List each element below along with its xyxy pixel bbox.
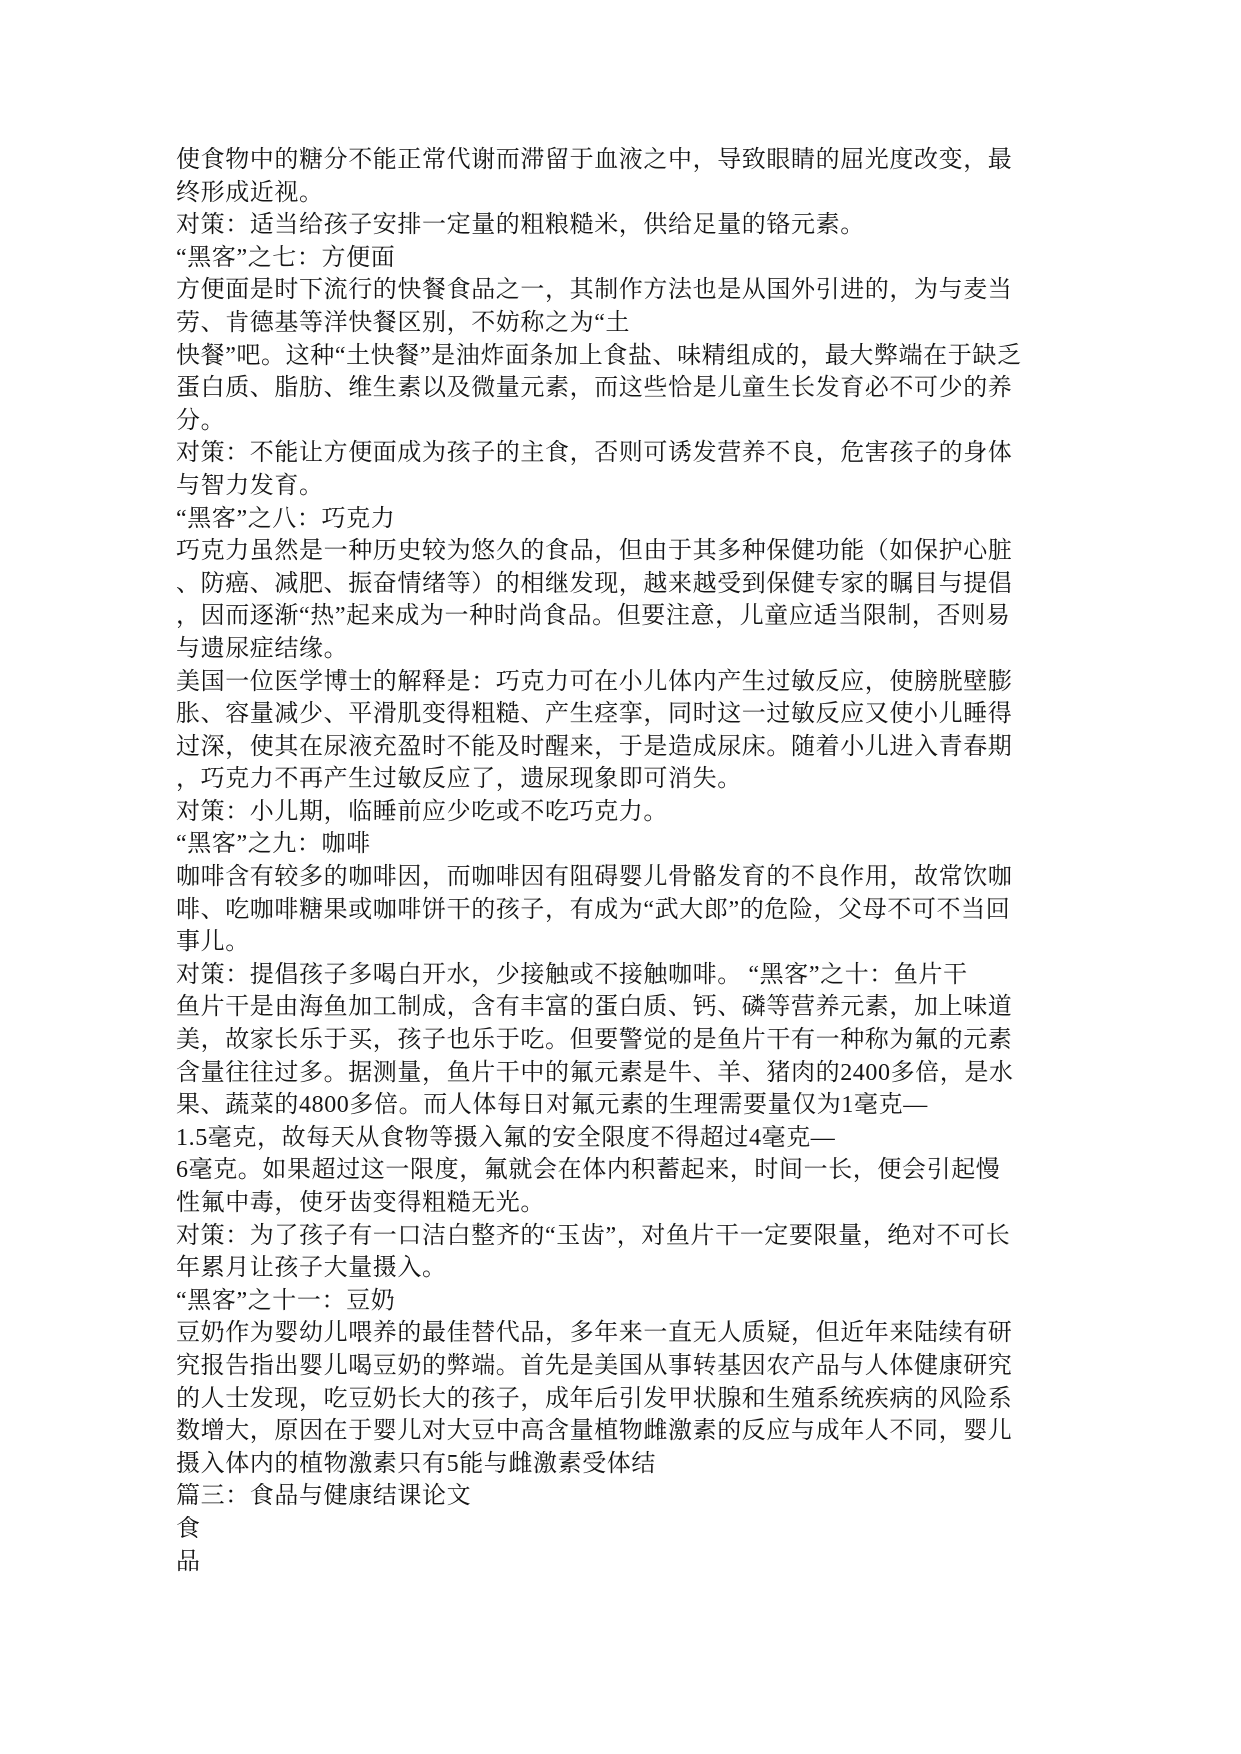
text-line: 美，故家长乐于买，孩子也乐于吃。但要警觉的是鱼片干有一种称为氟的元素 xyxy=(176,1027,1013,1054)
text-line: 果、蔬菜的4800多倍。而人体每日对氟元素的生理需要量仅为1毫克— xyxy=(176,1092,928,1119)
text-line: “黑客”之九：咖啡 xyxy=(176,831,371,858)
text-line: 究报告指出婴儿喝豆奶的弊端。首先是美国从事转基因农产品与人体健康研究 xyxy=(176,1352,1013,1379)
text-line: 与遗尿症结缘。 xyxy=(176,635,349,662)
text-line: 终形成近视。 xyxy=(176,179,324,206)
text-line: 方便面是时下流行的快餐食品之一，其制作方法也是从国外引进的，为与麦当 xyxy=(176,277,1013,304)
text-line: ，因而逐渐“热”起来成为一种时尚食品。但要注意，儿童应适当限制，否则易 xyxy=(176,603,1011,630)
document-text-block xyxy=(176,144,1076,1578)
text-line: 的人士发现，吃豆奶长大的孩子，成年后引发甲状腺和生殖系统疾病的风险系 xyxy=(176,1385,1013,1412)
text-line: 与智力发育。 xyxy=(176,472,324,499)
text-line: 对策：适当给孩子安排一定量的粗粮糙米，供给足量的铬元素。 xyxy=(176,212,865,239)
text-line: 摄入体内的植物激素只有5能与雌激素受体结 xyxy=(176,1450,656,1477)
text-line: 对策：小儿期，临睡前应少吃或不吃巧克力。 xyxy=(176,798,668,825)
text-line: 含量往往过多。据测量，鱼片干中的氟元素是牛、羊、猪肉的2400多倍，是水 xyxy=(176,1059,1014,1086)
text-line: 1.5毫克，故每天从食物等摄入氟的安全限度不得超过4毫克— xyxy=(176,1124,836,1151)
text-line: 事儿。 xyxy=(176,929,250,956)
text-line: 咖啡含有较多的咖啡因，而咖啡因有阻碍婴儿骨骼发育的不良作用，故常饮咖 xyxy=(176,864,1013,891)
text-line: 性氟中毒，使牙齿变得粗糙无光。 xyxy=(176,1190,545,1216)
text-line: 快餐”吧。这种“土快餐”是油炸面条加上食盐、味精组成的，最大弊端在于缺乏 xyxy=(176,342,1022,369)
text-line: 、防癌、减肥、振奋情绪等）的相继发现，越来越受到保健专家的瞩目与提倡 xyxy=(176,570,1013,597)
text-line: 6毫克。如果超过这一限度，氟就会在体内积蓄起来，时间一长，便会引起慢 xyxy=(176,1157,1001,1184)
text-line: “黑客”之八：巧克力 xyxy=(176,505,396,532)
text-line: 食 xyxy=(176,1515,201,1542)
text-line: 对策：提倡孩子多喝白开水，少接触或不接触咖啡。 “黑客”之十：鱼片干 xyxy=(176,961,968,988)
text-line: 年累月让孩子大量摄入。 xyxy=(176,1255,447,1282)
text-line: 鱼片干是由海鱼加工制成，含有丰富的蛋白质、钙、磷等营养元素，加上味道 xyxy=(176,994,1013,1021)
text-line: 品 xyxy=(176,1548,201,1575)
text-line: 过深，使其在尿液充盈时不能及时醒来，于是造成尿床。随着小儿进入青春期 xyxy=(176,733,1013,760)
text-line: “黑客”之七：方便面 xyxy=(176,244,396,271)
text-line: 对策：不能让方便面成为孩子的主食，否则可诱发营养不良，危害孩子的身体 xyxy=(176,440,1013,467)
text-line: 胀、容量减少、平滑肌变得粗糙、产生痉挛，同时这一过敏反应又使小儿睡得 xyxy=(176,701,1013,728)
text-line: 篇三：食品与健康结课论文 xyxy=(176,1483,472,1510)
text-line: 蛋白质、脂肪、维生素以及微量元素，而这些恰是儿童生长发育必不可少的养 xyxy=(176,375,1013,402)
text-line: 对策：为了孩子有一口洁白整齐的“玉齿”，对鱼片干一定要限量，绝对不可长 xyxy=(176,1222,1011,1249)
text-line: “黑客”之十一：豆奶 xyxy=(176,1287,396,1314)
text-line: 美国一位医学博士的解释是：巧克力可在小儿体内产生过敏反应，使膀胱壁膨 xyxy=(176,668,1013,695)
text-line: 使食物中的糖分不能正常代谢而滞留于血液之中，导致眼睛的屈光度改变，最 xyxy=(176,147,1013,173)
text-line: 分。 xyxy=(176,407,226,434)
text-line: 巧克力虽然是一种历史较为悠久的食品，但由于其多种保健功能（如保护心脏 xyxy=(176,538,1013,565)
text-line: ，巧克力不再产生过敏反应了，遗尿现象即可消失。 xyxy=(176,766,742,793)
text-line: 劳、肯德基等洋快餐区别，不妨称之为“土 xyxy=(176,309,631,336)
text-line: 豆奶作为婴幼儿喂养的最佳替代品，多年来一直无人质疑，但近年来陆续有研 xyxy=(176,1320,1013,1347)
text-line: 啡、吃咖啡糖果或咖啡饼干的孩子，有成为“武大郎”的危险，父母不可不当回 xyxy=(176,896,1011,923)
text-line: 数增大，原因在于婴儿对大豆中高含量植物雌激素的反应与成年人不同，婴儿 xyxy=(176,1418,1013,1445)
